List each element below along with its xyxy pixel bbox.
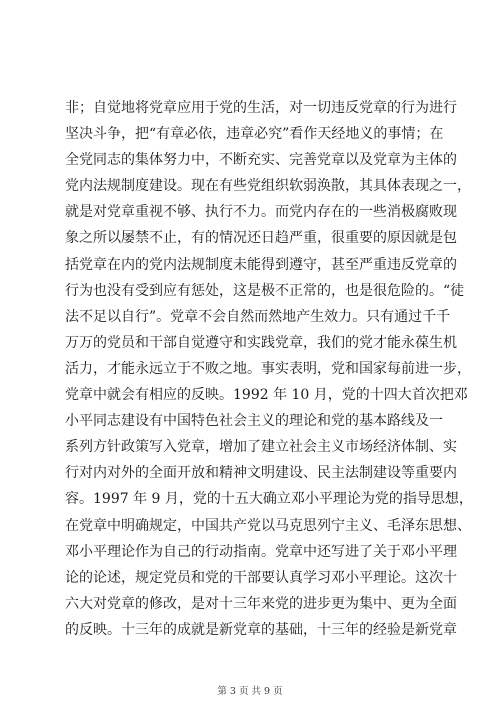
- text-line: 在党章中明确规定，中国共产党以马克思列宁主义、毛泽东思想、: [65, 517, 471, 534]
- text-line: 行对内对外的全面开放和精神文明建设、民主法制建设等重要内: [65, 465, 457, 482]
- page-footer: [0, 683, 500, 697]
- body-text: [65, 95, 473, 643]
- text-line: 论的论述，规定党员和党的干部要认真学习邓小平理论。这次十: [65, 569, 457, 586]
- text-line: 党章中就会有相应的反映。1992 年 10 月，党的十四大首次把邓: [65, 387, 468, 404]
- text-line: 象之所以屡禁不止，有的情况还日趋严重，很重要的原因就是包: [65, 230, 457, 247]
- text-line: 党内法规制度建设。现在有些党组织软弱涣散，其具体表现之一，: [65, 178, 471, 195]
- text-line: 容。1997 年 9 月，党的十五大确立邓小平理论为党的指导思想，: [65, 491, 473, 508]
- text-line: 六大对党章的修改，是对十三年来党的进步更为集中、更为全面: [65, 595, 457, 612]
- text-line: 系列方针政策写入党章，增加了建立社会主义市场经济体制、实: [65, 439, 457, 456]
- text-line: 全党同志的集体努力中，不断充实、完善党章以及党章为主体的: [65, 152, 457, 169]
- text-line: 活力，才能永远立于不败之地。事实表明，党和国家每前进一步，: [65, 360, 471, 377]
- text-line: 行为也没有受到应有惩处，这是极不正常的，也是很危险的。“徒: [65, 282, 465, 299]
- text-line: 非；自觉地将党章应用于党的生活，对一切违反党章的行为进行: [65, 100, 457, 116]
- text-line: 法不足以自行”。党章不会自然而然地产生效力。只有通过千千: [65, 308, 451, 325]
- text-line: 括党章在内的党内法规制度未能得到遵守，甚至严重违反党章的: [65, 256, 457, 273]
- page-number: 第 3 页 共 9 页: [217, 686, 283, 697]
- text-line: 就是对党章重视不够、执行不力。而党内存在的一些消极腐败现: [65, 204, 457, 221]
- text-line: 邓小平理论作为自己的行动指南。党章中还写进了关于邓小平理: [65, 543, 457, 560]
- text-line: 坚决斗争，把“有章必依，违章必究”看作天经地义的事情；在: [65, 126, 444, 143]
- text-line: 万万的党员和干部自觉遵守和实践党章，我们的党才能永葆生机: [65, 334, 457, 351]
- text-line: 的反映。十三年的成就是新党章的基础，十三年的经验是新党章: [65, 621, 457, 638]
- text-line: 小平同志建设有中国特色社会主义的理论和党的基本路线及一: [65, 413, 443, 430]
